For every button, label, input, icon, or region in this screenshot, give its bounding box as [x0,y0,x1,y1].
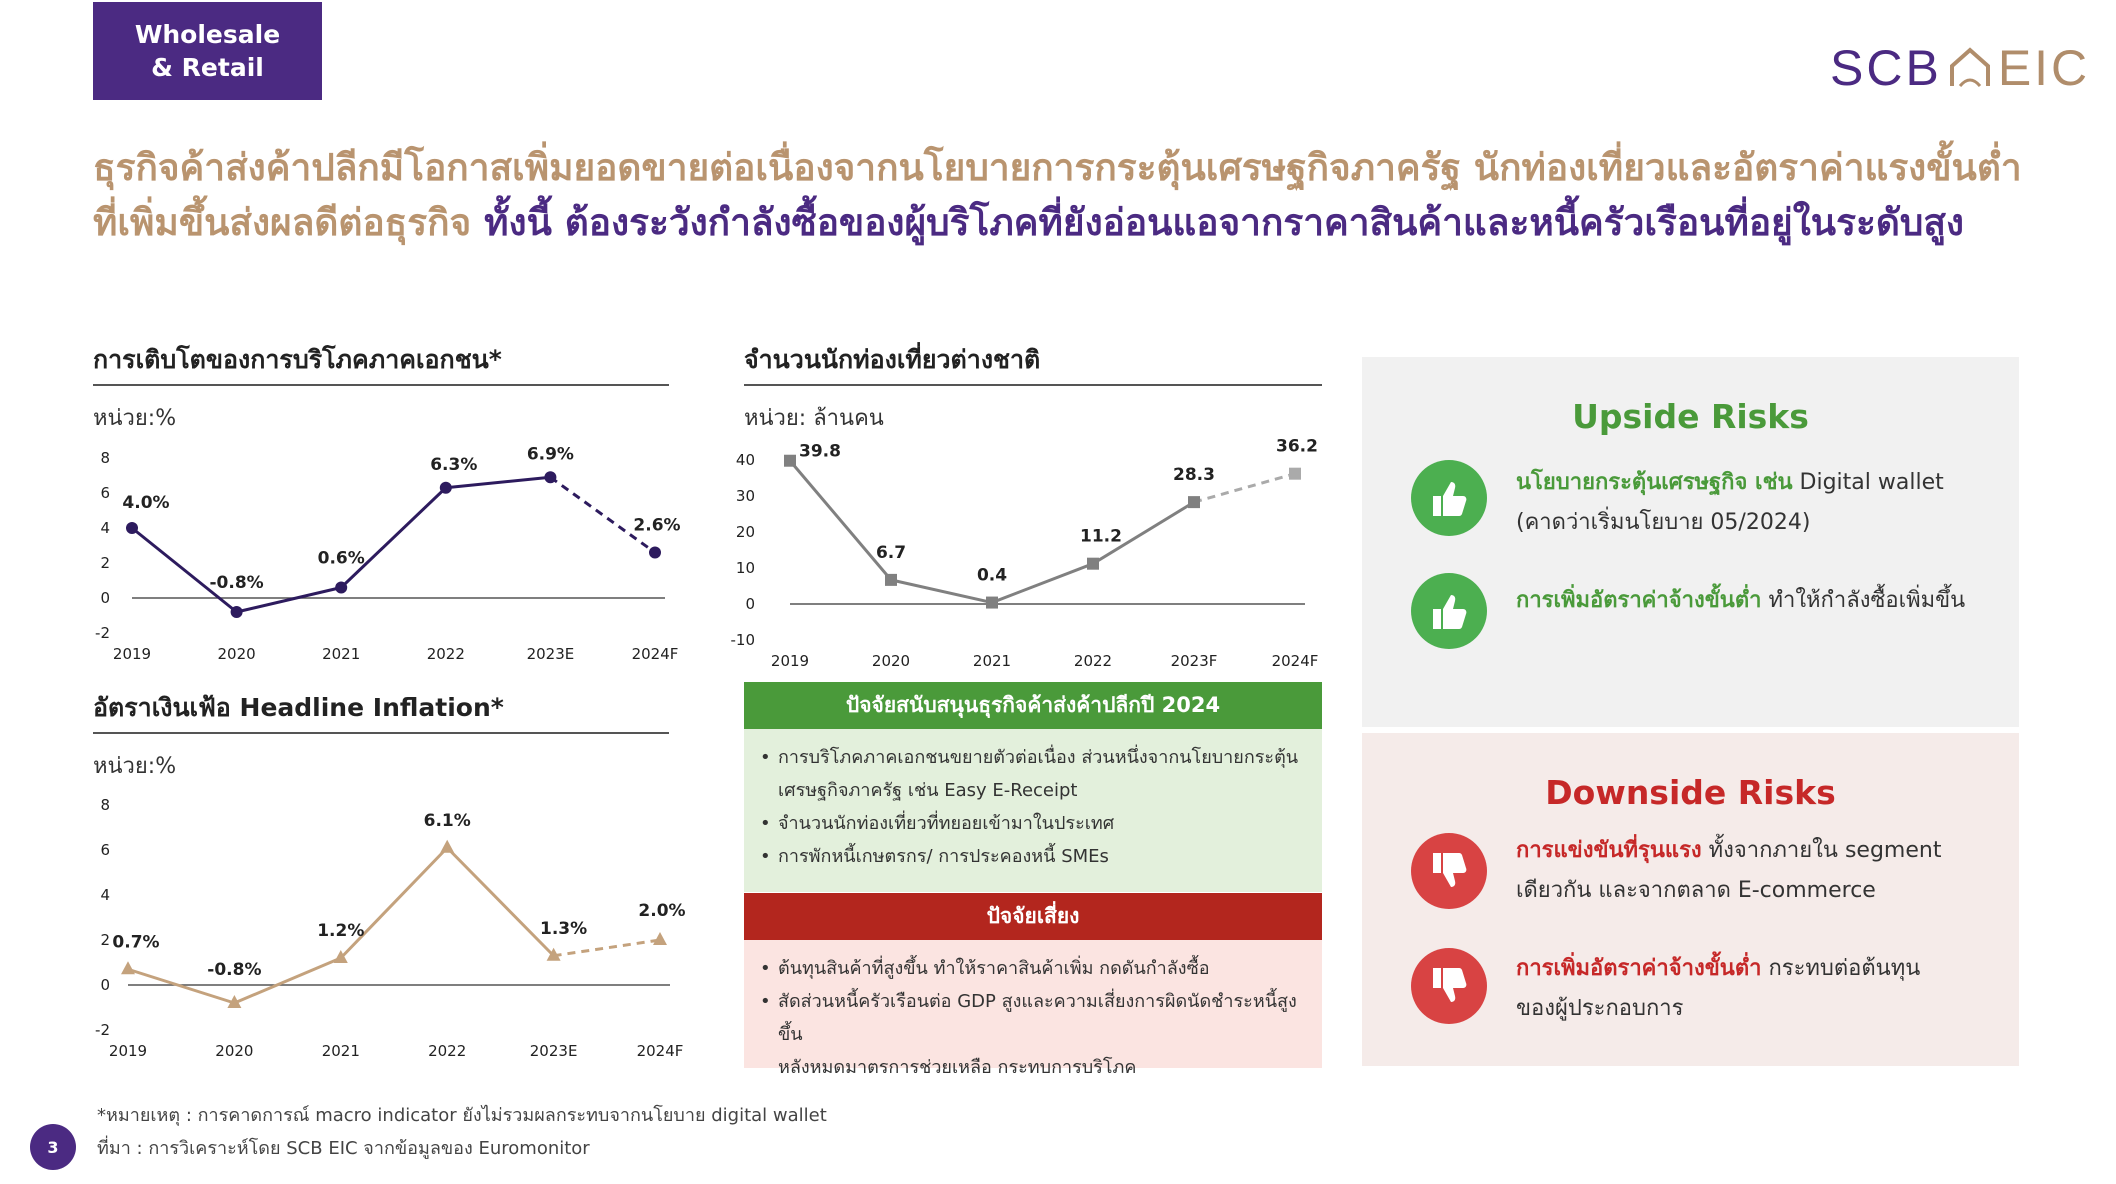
headline [93,140,2033,250]
tourists-chart [730,436,1335,670]
page-number [30,1124,76,1170]
downside-item-1-bold: การแข่งขันที่รุนแรง [1516,838,1702,863]
data-label: -0.8% [207,960,262,980]
y-tick-label: 40 [735,451,755,469]
thumbs-down-icon [1411,948,1487,1024]
x-tick-label: 2021 [321,1042,360,1060]
data-point [1188,496,1200,508]
risk-item-2-line1: สัดส่วนหนี้ครัวเรือนต่อ GDP สูงและความเสี่ยงการผิดนัดชำระหนี้สูงขึ้น [778,991,1297,1045]
consumption-unit: หน่วย:% [93,406,177,431]
series-line-segment [447,848,553,956]
y-tick-label: 8 [100,449,110,467]
data-label: 1.2% [317,921,365,941]
y-tick-label: -2 [95,624,110,642]
y-tick-label: 4 [100,886,110,904]
y-tick-label: 0 [745,595,755,613]
support-box-header [744,682,1322,729]
series-line-segment [992,564,1093,603]
data-point [440,840,454,853]
downside-item-1-text: ทั้งจากภายใน segment [1701,838,1942,863]
downside-item-1 [1516,831,2006,911]
upside-panel [1362,357,2019,727]
support-list [760,741,1312,873]
data-label: 2.0% [638,901,686,921]
data-label: 0.7% [112,932,160,953]
downside-item-2-line2: ของผู้ประกอบการ [1516,996,1684,1021]
tourists-chart-title: จำนวนนักท่องเที่ยวต่างชาติ [744,345,1041,374]
data-point [231,606,243,618]
data-point [986,597,998,609]
inflation-chart [90,790,690,1060]
data-label: 0.4 [976,565,1008,586]
page-number-text: 3 [47,1137,59,1157]
thumbs-down-icon [1411,833,1487,909]
data-label: 1.3% [540,918,588,939]
data-label: 11.2 [1080,526,1122,547]
x-tick-label: 2022 [428,1042,467,1060]
x-tick-label: 2023F [1170,652,1218,670]
data-label: 28.3 [1173,465,1215,486]
x-tick-label: 2021 [322,645,361,663]
series-line-segment [341,488,446,588]
consumption-rule [93,384,669,386]
upside-item-1-bold: นโยบายกระตุ้นเศรษฐกิจ เช่น [1516,470,1793,495]
series-line-segment [341,848,447,958]
data-label: 6.1% [423,810,471,831]
data-point [784,455,796,467]
x-tick-label: 2024F [1271,652,1319,670]
support-item-2-line1: จำนวนนักท่องเที่ยวที่ทยอยเข้ามาในประเทศ [778,813,1115,834]
list-item: • การบริโภคภาคเอกชนขยายตัวต่อเนื่อง ส่วนหนึ่งจากนโยบายกระตุ้น เศรษฐกิจภาครัฐ เช่น Easy E-Receipt [778,741,1312,807]
risk-item-1-line1: ต้นทุนสินค้าที่สูงขึ้น ทำให้ราคาสินค้าเพิ่ม กดดันกำลังซื้อ [778,958,1210,979]
y-tick-label: 0 [100,976,110,994]
data-point [544,471,556,483]
upside-item-2-text: ทำให้กำลังซื้อเพิ่มขึ้น [1761,588,1966,613]
x-tick-label: 2020 [871,652,911,670]
headline-purple: ทั้งนี้ ต้องระวังกำลังซื้อของผู้บริโภคที่ยังอ่อนแอจากราคาสินค้าและหนี้ครัวเรือนที่อยู่ในระดับสูง [484,201,1964,244]
inflation-chart-title: อัตราเงินเฟ้อ Headline Inflation* [93,693,504,722]
consumption-chart [90,440,690,670]
y-tick-label: 10 [735,559,755,577]
risk-box-title: ปัจจัยเสี่ยง [986,904,1080,928]
risk-list [760,952,1312,1084]
scb-eic-logo [1830,38,2090,98]
x-tick-label: 2024F [636,1042,684,1060]
upside-item-1-line2: (คาดว่าเริ่มนโยบาย 05/2024) [1516,510,1811,535]
data-label: -0.8% [209,573,264,593]
support-item-1-line2: เศรษฐกิจภาครัฐ เช่น Easy E-Receipt [778,780,1078,801]
thumbs-up-icon [1411,573,1487,649]
support-box-body [744,729,1322,892]
data-label: 39.8 [799,441,841,462]
risk-box-header [744,893,1322,940]
x-tick-label: 2019 [770,652,810,670]
list-item: • ต้นทุนสินค้าที่สูงขึ้น ทำให้ราคาสินค้าเพิ่ม กดดันกำลังซื้อ [778,952,1312,985]
y-tick-label: 0 [100,589,110,607]
support-item-1-line1: การบริโภคภาคเอกชนขยายตัวต่อเนื่อง ส่วนหนึ่งจากนโยบายกระตุ้น [778,747,1299,768]
data-label: 4.0% [122,493,170,513]
list-item: • สัดส่วนหนี้ครัวเรือนต่อ GDP สูงและความเสี่ยงการผิดนัดชำระหนี้สูงขึ้น หลังหมดมาตรการช่วยเหลือ กระทบการบริโภค [778,985,1312,1084]
y-tick-label: -10 [730,631,755,649]
data-point [335,582,347,594]
sector-tag-line2: & Retail [151,53,264,82]
downside-panel [1362,733,2019,1066]
downside-title: Downside Risks [1545,773,1836,812]
tourists-rule [744,384,1322,386]
upside-title: Upside Risks [1572,397,1809,436]
headline-gold: ธุรกิจค้าส่งค้าปลีกมีโอกาสเพิ่มยอดขายต่อเนื่องจากนโยบายการกระตุ้นเศรษฐกิจภาครัฐ นักท่องเที่ยวและอัตราค่าแรงขั้นต่ำที่เพิ่มขึ้นส่งผลดีต่อธุรกิจ [93,146,2022,244]
data-point [885,574,897,586]
support-item-3-line1: การพักหนี้เกษตรกร/ การประคองหนี้ SMEs [778,846,1109,867]
downside-item-2-bold: การเพิ่มอัตราค่าจ้างขั้นต่ำ [1516,956,1762,981]
upside-item-2-bold: การเพิ่มอัตราค่าจ้างขั้นต่ำ [1516,588,1762,613]
data-point [1289,468,1301,480]
series-line-segment [132,528,237,612]
sector-tag [93,2,322,100]
inflation-unit: หน่วย:% [93,754,177,779]
inflation-rule [93,732,669,734]
footnote: *หมายเหตุ : การคาดการณ์ macro indicator ยังไม่รวมผลกระทบจากนโยบาย digital wallet [97,1105,827,1126]
y-tick-label: 2 [100,931,110,949]
data-point [653,932,667,945]
data-point [126,522,138,534]
y-tick-label: 2 [100,554,110,572]
tourists-unit: หน่วย: ล้านคน [744,406,884,431]
y-tick-label: 8 [100,796,110,814]
x-tick-label: 2019 [112,645,152,663]
x-tick-label: 2021 [972,652,1012,670]
y-tick-label: 30 [735,487,755,505]
y-tick-label: 20 [735,523,755,541]
data-label: 6.7 [875,542,907,563]
x-tick-label: 2022 [426,645,465,663]
upside-item-2 [1516,581,2006,621]
data-label: 6.9% [526,444,574,465]
data-label: 0.6% [317,548,365,569]
house-icon [1948,46,1992,90]
logo-eic-text: EIC [1997,40,2091,96]
y-tick-label: 6 [100,841,110,859]
logo-scb-text: SCB [1830,40,1942,96]
risk-item-2-line2: หลังหมดมาตรการช่วยเหลือ กระทบการบริโภค [778,1057,1137,1078]
list-item: • การพักหนี้เกษตรกร/ การประคองหนี้ SMEs [778,840,1312,873]
x-tick-label: 2023E [529,1042,578,1060]
y-tick-label: 4 [100,519,110,537]
data-label: 36.2 [1276,436,1318,457]
forecast-line-segment [554,940,660,956]
series-line-segment [446,477,551,488]
x-tick-label: 2023E [526,645,575,663]
data-point [1087,558,1099,570]
list-item: • จำนวนนักท่องเที่ยวที่ทยอยเข้ามาในประเทศ [778,807,1312,840]
data-label: 2.6% [633,515,681,536]
support-box-title: ปัจจัยสนับสนุนธุรกิจค้าส่งค้าปลีกปี 2024 [845,693,1221,717]
x-tick-label: 2024F [631,645,679,663]
downside-item-1-line2: เดียวกัน และจากตลาด E-commerce [1516,878,1876,903]
sector-tag-line1: Wholesale [134,20,281,49]
risk-box-body [744,940,1322,1078]
x-tick-label: 2020 [215,1042,254,1060]
x-tick-label: 2020 [217,645,256,663]
y-tick-label: -2 [95,1021,110,1039]
consumption-chart-title: การเติบโตของการบริโภคภาคเอกชน* [93,345,502,374]
x-tick-label: 2019 [108,1042,148,1060]
thumbs-up-icon [1411,460,1487,536]
downside-item-2-text: กระทบต่อต้นทุน [1761,956,1921,981]
data-point [440,482,452,494]
downside-item-2 [1516,949,2006,1029]
data-point [649,547,661,559]
upside-item-1-text: Digital wallet [1792,470,1944,495]
x-tick-label: 2022 [1073,652,1113,670]
data-point [121,961,135,974]
upside-item-1 [1516,463,2006,543]
y-tick-label: 6 [100,484,110,502]
source-note: ที่มา : การวิเคราะห์โดย SCB EIC จากข้อมูลของ Euromonitor [97,1138,590,1159]
data-label: 6.3% [430,454,478,475]
